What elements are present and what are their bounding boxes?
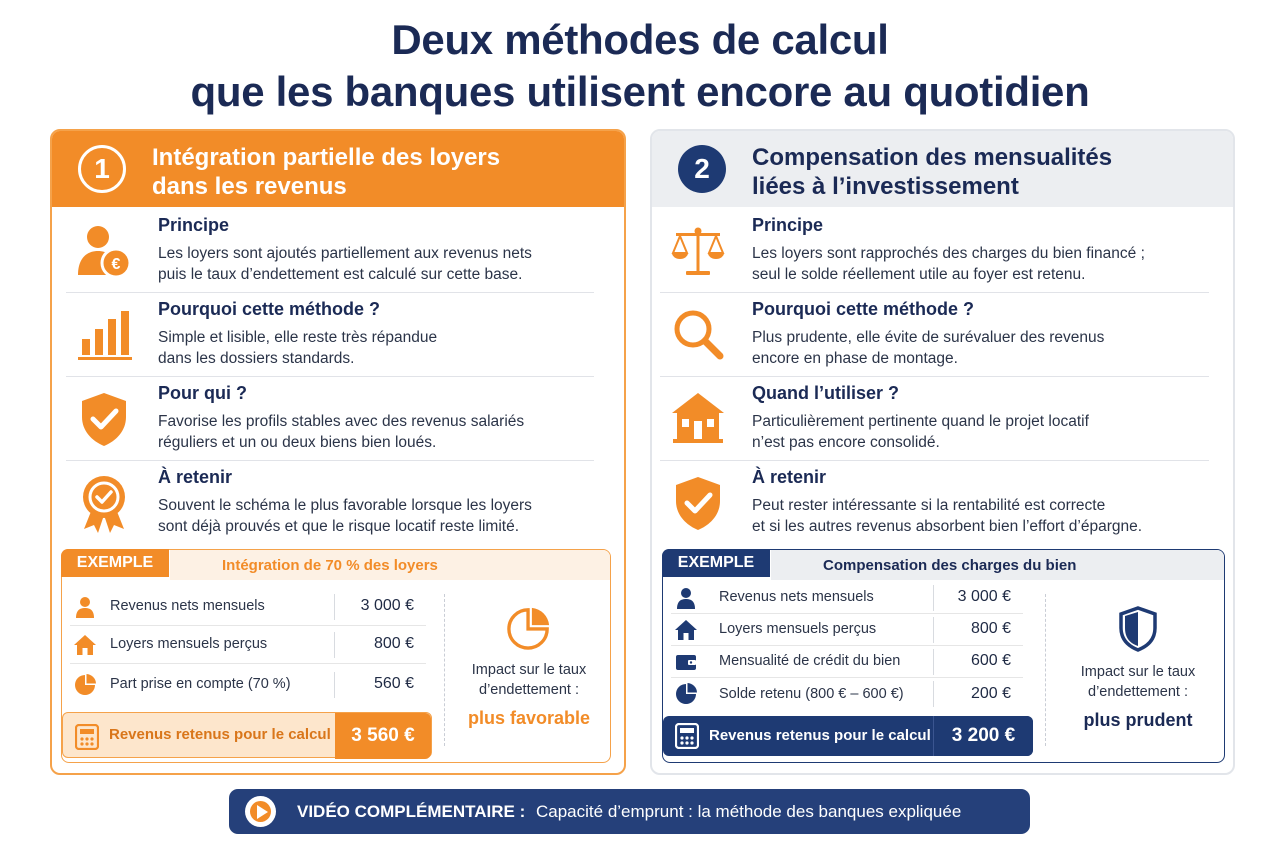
- page-title: [0, 14, 1280, 118]
- section-a-retenir: [66, 461, 594, 545]
- pie-icon: [74, 674, 96, 696]
- shield-check-icon: [76, 389, 132, 449]
- example-box: [662, 549, 1225, 763]
- play-triangle: [257, 805, 268, 819]
- section-title: Principe: [752, 215, 824, 235]
- section-text-line: Simple et lisible, elle reste très répandue: [158, 329, 438, 346]
- magnifier-icon: [670, 305, 726, 365]
- section-a-retenir: [660, 461, 1209, 545]
- method-card-1: [50, 129, 626, 775]
- row-divider: [933, 617, 934, 643]
- section-title: Pourquoi cette méthode ?: [158, 299, 381, 319]
- house-icon: [74, 634, 96, 656]
- title-line-1: Deux méthodes de calcul: [391, 16, 889, 63]
- example-tag: EXEMPLE: [61, 549, 169, 577]
- card-title: [152, 143, 500, 201]
- example-row: [671, 582, 1023, 614]
- section-pour-qui: [66, 377, 594, 461]
- total-label: Revenus retenus pour le calcul: [109, 726, 331, 743]
- section-principe: [66, 209, 594, 293]
- section-text: [752, 495, 1192, 537]
- section-text: [158, 243, 598, 285]
- row-value: 3 000 €: [360, 597, 414, 614]
- row-label: Loyers mensuels perçus: [110, 636, 268, 652]
- method-number: 1: [78, 145, 126, 193]
- section-text: [158, 495, 598, 537]
- card-header: [652, 131, 1233, 207]
- card-title-line-1: Intégration partielle des loyers: [152, 144, 501, 171]
- row-value: 800 €: [373, 635, 414, 652]
- section-text: [158, 327, 598, 369]
- row-value: 560 €: [373, 675, 414, 692]
- award-badge-icon: [76, 473, 132, 533]
- calculator-icon: [675, 723, 699, 749]
- total-value: 3 560 €: [335, 713, 431, 759]
- card-header: [52, 131, 624, 207]
- example-row: [671, 646, 1023, 678]
- row-label: Loyers mensuels perçus: [719, 621, 877, 637]
- example-row: [70, 666, 426, 708]
- person-icon: [675, 587, 697, 609]
- section-title: Principe: [158, 215, 230, 235]
- section-text-line: Peut rester intéressante si la rentabilité est correcte: [752, 497, 1106, 514]
- section-pourquoi: [66, 293, 594, 377]
- example-row: [70, 626, 426, 664]
- section-pourquoi: [660, 293, 1209, 377]
- section-title: À retenir: [752, 467, 827, 487]
- row-value: 200 €: [970, 685, 1011, 702]
- total-row: [663, 716, 1033, 756]
- row-value: 3 000 €: [957, 588, 1011, 605]
- section-quand: [660, 377, 1209, 461]
- impact-text: Impact sur le taux: [1080, 664, 1196, 680]
- example-row: [70, 588, 426, 626]
- section-text-line: puis le taux d’endettement est calculé sur cette base.: [158, 266, 523, 283]
- card-title-line-2: dans les revenus: [152, 173, 347, 200]
- section-title: Quand l’utiliser ?: [752, 383, 900, 403]
- section-title: À retenir: [158, 467, 233, 487]
- example-heading: Intégration de 70 % des loyers: [222, 556, 438, 574]
- impact-value: plus prudent: [1083, 710, 1193, 730]
- method-number: 2: [678, 145, 726, 193]
- section-title: Pourquoi cette méthode ?: [752, 299, 975, 319]
- section-text-line: Les loyers sont rapprochés des charges du bien financé ;: [752, 245, 1145, 262]
- section-text-line: seul le solde réellement utile au foyer est retenu.: [752, 266, 1086, 283]
- method-card-2: [650, 129, 1235, 775]
- impact-block: [1063, 606, 1213, 731]
- row-divider: [933, 585, 934, 611]
- example-row: [671, 678, 1023, 712]
- section-text: [752, 411, 1192, 453]
- section-text-line: Favorise les profils stables avec des revenus salariés: [158, 413, 525, 430]
- total-row: [62, 712, 432, 758]
- total-value: 3 200 €: [933, 716, 1033, 756]
- video-link[interactable]: Capacité d’emprunt : la méthode des banques expliquée: [536, 802, 962, 821]
- wallet-icon: [675, 651, 697, 673]
- row-label: Revenus nets mensuels: [719, 589, 874, 605]
- row-value: 600 €: [970, 652, 1011, 669]
- row-label: Mensualité de crédit du bien: [719, 653, 901, 669]
- shield-icon: [1118, 606, 1158, 652]
- row-divider: [334, 672, 335, 698]
- person-icon: [74, 596, 96, 618]
- example-divider: [1045, 594, 1046, 746]
- video-banner[interactable]: [229, 789, 1030, 834]
- person-euro-icon: [76, 221, 132, 281]
- pie-icon: [675, 683, 697, 705]
- example-tag: EXEMPLE: [662, 549, 770, 577]
- title-line-2: que les banques utilisent encore au quotidien: [190, 68, 1090, 115]
- impact-text: d’endettement :: [1088, 684, 1188, 700]
- row-label: Solde retenu (800 € – 600 €): [719, 686, 904, 702]
- pie-chart-icon: [507, 606, 551, 650]
- example-box: [61, 549, 611, 763]
- section-text-line: Plus prudente, elle évite de surévaluer des revenus: [752, 329, 1105, 346]
- section-text: [752, 327, 1192, 369]
- section-text-line: encore en phase de montage.: [752, 350, 958, 367]
- impact-value: plus favorable: [467, 708, 591, 728]
- impact-text: Impact sur le taux: [471, 662, 587, 678]
- section-principe: [660, 209, 1209, 293]
- section-text-line: Les loyers sont ajoutés partiellement aux revenus nets: [158, 245, 532, 262]
- section-text-line: Particulièrement pertinente quand le projet locatif: [752, 413, 1089, 430]
- row-label: Part prise en compte (70 %): [110, 676, 291, 692]
- calculator-icon: [75, 724, 99, 750]
- shield-check-icon: [670, 473, 726, 533]
- house-icon: [675, 619, 697, 641]
- section-text-line: réguliers et un ou deux biens bien loués.: [158, 434, 437, 451]
- svg-text:€: €: [111, 256, 121, 273]
- card-title-line-1: Compensation des mensualités: [752, 144, 1113, 171]
- card-title-line-2: liées à l’investissement: [752, 173, 1019, 200]
- row-divider: [334, 594, 335, 620]
- video-label: VIDÉO COMPLÉMENTAIRE :: [297, 802, 526, 821]
- impact-block: [454, 606, 604, 729]
- bank-house-icon: [670, 389, 726, 449]
- row-divider: [933, 649, 934, 675]
- row-divider: [334, 632, 335, 658]
- example-divider: [444, 594, 445, 746]
- card-title: [752, 143, 1112, 201]
- example-row: [671, 614, 1023, 646]
- section-text-line: Souvent le schéma le plus favorable lorsque les loyers: [158, 497, 532, 514]
- section-title: Pour qui ?: [158, 383, 247, 403]
- row-divider: [933, 681, 934, 707]
- example-heading: Compensation des charges du bien: [823, 556, 1077, 574]
- section-text: [158, 411, 598, 453]
- section-text-line: sont déjà prouvés et que le risque locatif reste limité.: [158, 518, 519, 535]
- scales-icon: [670, 221, 726, 281]
- bar-chart-icon: [76, 305, 132, 365]
- section-text-line: n’est pas encore consolidé.: [752, 434, 940, 451]
- row-label: Revenus nets mensuels: [110, 598, 265, 614]
- section-text-line: et si les autres revenus absorbent bien l’effort d’épargne.: [752, 518, 1143, 535]
- section-text-line: dans les dossiers standards.: [158, 350, 355, 367]
- row-value: 800 €: [970, 620, 1011, 637]
- impact-text: d’endettement :: [479, 682, 579, 698]
- section-text: [752, 243, 1192, 285]
- total-label: Revenus retenus pour le calcul: [709, 727, 931, 744]
